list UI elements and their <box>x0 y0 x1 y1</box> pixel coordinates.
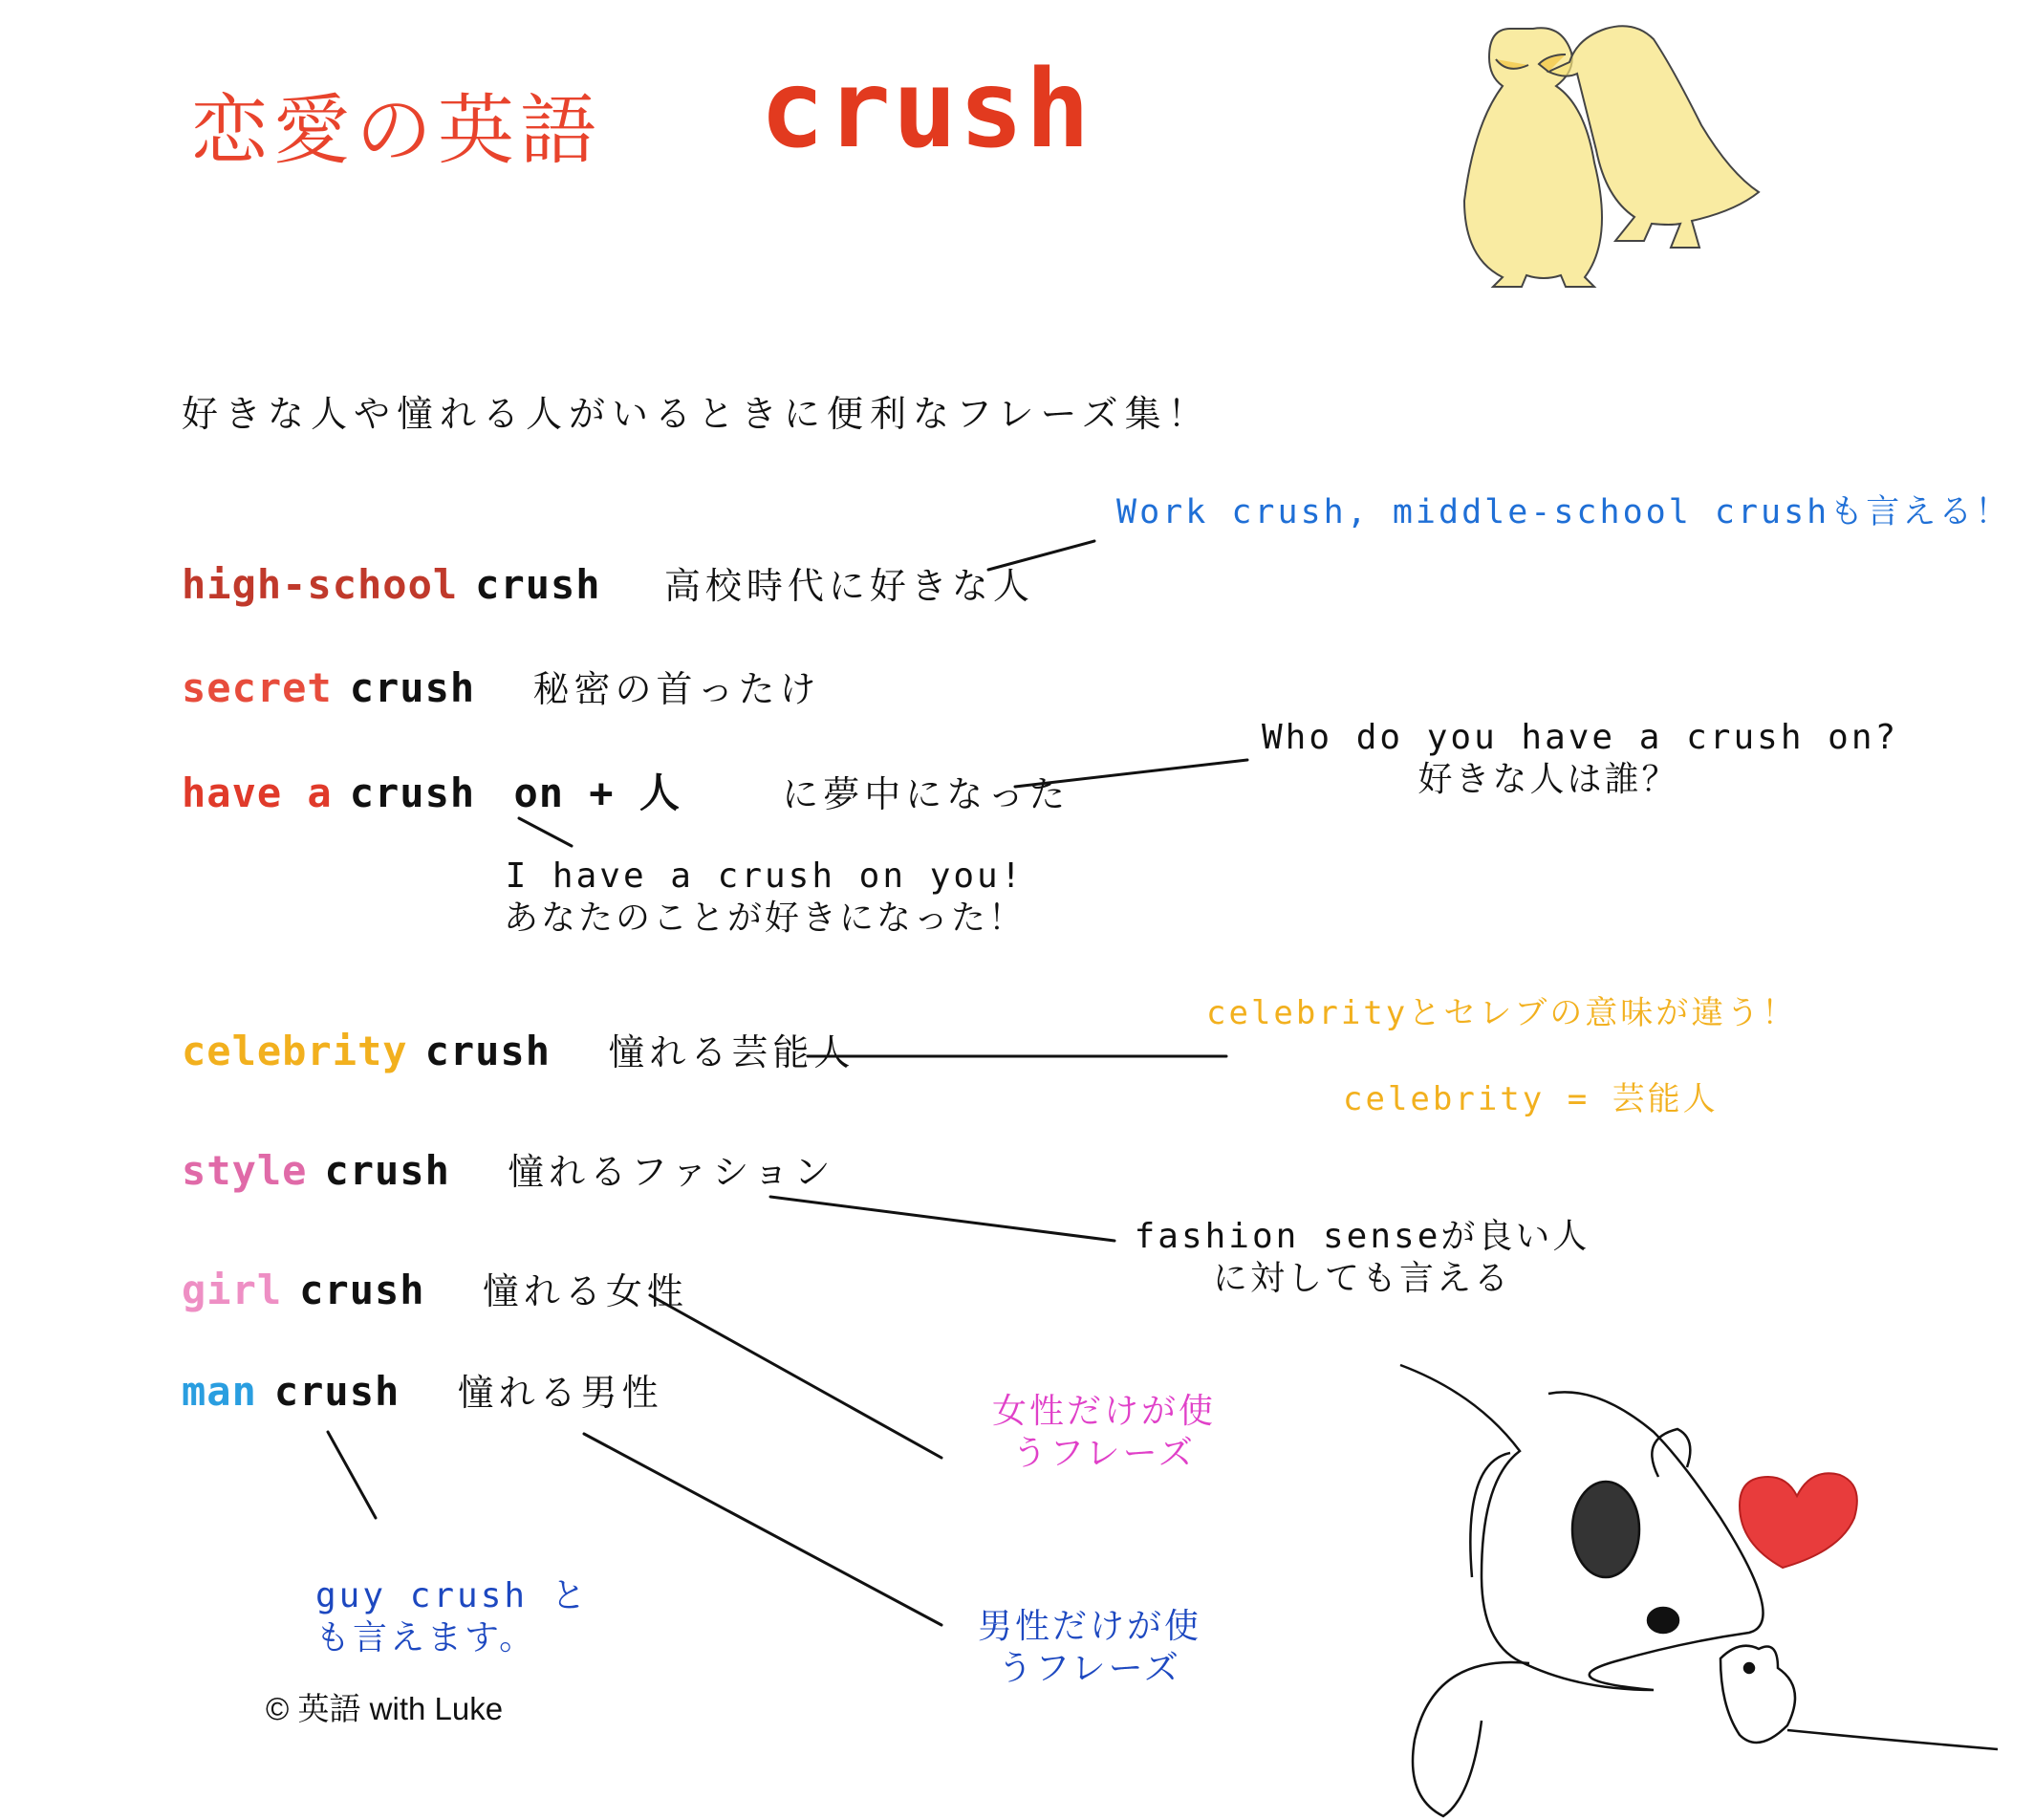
note-men-only <box>970 1606 1209 1690</box>
line-fashion-note <box>770 1197 1114 1241</box>
phrase-row <box>182 1142 835 1195</box>
note-guy-crush <box>315 1575 589 1659</box>
note-iyou-jp: あなたのことが好きになった！ <box>503 899 1026 938</box>
note-men-1: 男性だけが使 <box>977 1607 1201 1646</box>
phrase-crush: crush <box>424 1028 552 1074</box>
note-iyou-en: I have a crush on you! <box>505 856 1025 896</box>
title-japanese: 恋愛の英語 <box>191 86 602 175</box>
phrase-meaning: 秘密の首ったけ <box>532 668 821 710</box>
phrase-keyword: man <box>182 1368 257 1415</box>
phrase-keyword: style <box>182 1147 308 1194</box>
phrase-row <box>182 660 820 712</box>
line-women-note <box>650 1295 941 1458</box>
phrase-crush: crush <box>324 1147 450 1194</box>
phrase-meaning: 憧れる男性 <box>457 1372 663 1414</box>
phrase-extra: on + 人 <box>513 769 681 816</box>
phrase-keyword: girl <box>182 1267 283 1313</box>
ducklings-drawing <box>1464 26 1759 287</box>
note-celebrity-1: celebrityとセレブの意味が違う！ <box>1206 994 1798 1032</box>
phrase-crush: crush <box>475 561 601 608</box>
note-celebrity-2: celebrity = 芸能人 <box>1343 1080 1719 1118</box>
phrase-keyword: secret <box>182 664 333 711</box>
phrase-crush: crush <box>349 769 476 816</box>
note-women-2: うフレーズ <box>1012 1434 1196 1473</box>
title-english: crush <box>760 48 1093 172</box>
note-women-1: 女性だけが使 <box>991 1392 1216 1431</box>
note-women-only <box>985 1391 1223 1475</box>
phrase-crush: crush <box>273 1368 400 1415</box>
phrase-row <box>182 1262 688 1314</box>
note-men-2: うフレーズ <box>998 1649 1181 1688</box>
line-guy-note <box>328 1432 376 1518</box>
note-who-crush <box>1262 717 1899 801</box>
phrase-row <box>182 1023 855 1075</box>
note-fashion-2: に対しても言える <box>1212 1259 1511 1298</box>
intro-text: 好きな人や憧れる人がいるときに便利なフレーズ集！ <box>182 393 1211 435</box>
phrase-row <box>182 762 1070 819</box>
copyright-text: © 英語 with Luke <box>266 1691 504 1726</box>
phrase-meaning: に夢中になった <box>782 773 1071 815</box>
note-fashion <box>1128 1216 1596 1300</box>
note-fashion-1: fashion senseが良い人 <box>1134 1217 1590 1256</box>
phrase-meaning: 憧れる女性 <box>482 1270 688 1312</box>
phrase-keyword: have a <box>182 769 333 816</box>
phrase-row <box>182 556 1034 609</box>
line-iyou-note <box>519 818 572 846</box>
phrase-crush: crush <box>349 664 476 711</box>
phrase-crush: crush <box>299 1267 425 1313</box>
line-men-note <box>584 1434 941 1625</box>
rat-and-mouse-drawing <box>1400 1365 1998 1816</box>
note-i-have-crush <box>468 856 1061 940</box>
note-guy-2: も言えます。 <box>315 1618 537 1658</box>
heart-icon <box>1740 1473 1857 1568</box>
phrase-keyword: celebrity <box>182 1028 408 1074</box>
phrase-meaning: 憧れるファション <box>508 1151 835 1193</box>
note-who-jp: 好きな人は誰？ <box>1417 760 1679 799</box>
note-work-crush: Work crush, middle-school crushも言える！ <box>1116 493 2012 531</box>
phrase-meaning: 高校時代に好きな人 <box>663 565 1034 607</box>
phrase-keyword: high-school <box>182 561 459 608</box>
note-who-en: Who do you have a crush on? <box>1262 718 1899 757</box>
phrase-row <box>182 1363 663 1416</box>
note-guy-1: guy crush と <box>315 1576 589 1615</box>
phrase-meaning: 憧れる芸能人 <box>608 1031 855 1073</box>
